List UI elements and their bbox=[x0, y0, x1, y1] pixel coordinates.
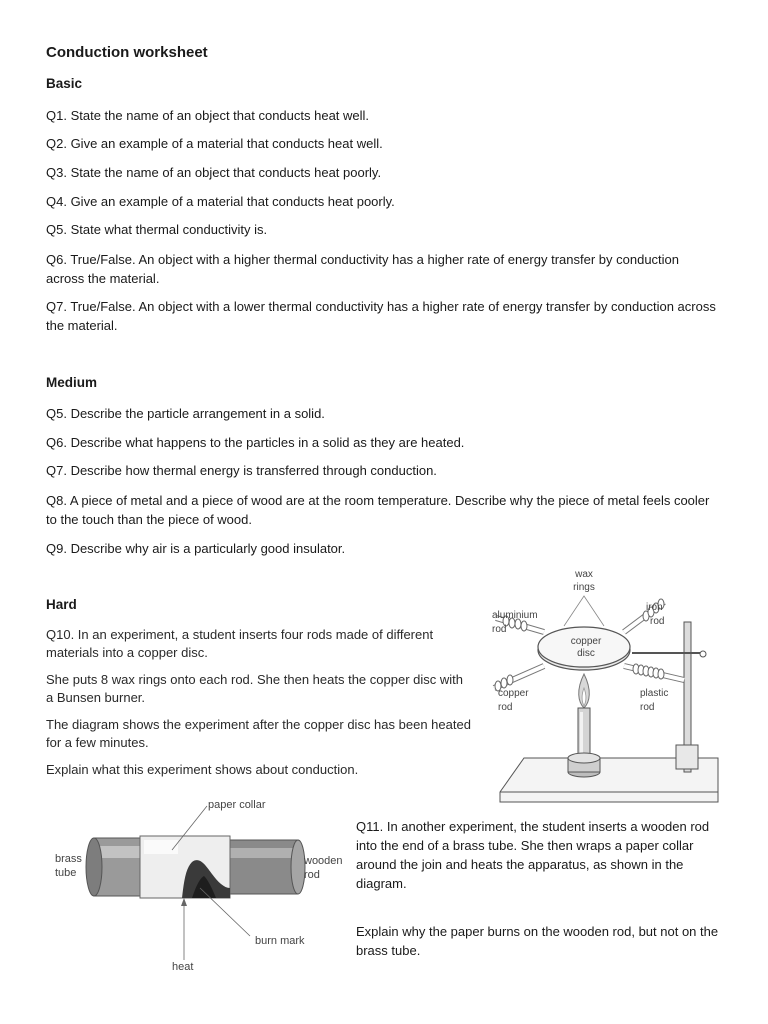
question-medium-7: Q7. Describe how thermal energy is transferred through conduction. bbox=[46, 463, 437, 478]
question-hard-10-task: Explain what this experiment shows about conduction. bbox=[46, 762, 359, 777]
label-plastic: plastic bbox=[640, 688, 669, 699]
label-wooden: wooden bbox=[304, 855, 343, 867]
question-basic-7: Q7. True/False. An object with a lower thermal conductivity has a higher rate of energy transfer by conduction across the material. bbox=[46, 299, 716, 333]
label-plastic-rod: rod bbox=[640, 702, 655, 713]
label-copper-rod-1: copper bbox=[498, 688, 529, 699]
label-brass: brass bbox=[55, 853, 82, 865]
question-hard-10-wax: She puts 8 wax rings onto each rod. She then heats the copper disc with a Bunsen burner. bbox=[46, 672, 463, 705]
question-medium-9: Q9. Describe why air is a particularly good insulator. bbox=[46, 541, 346, 556]
question-basic-3: Q3. State the name of an object that conducts heat poorly. bbox=[46, 165, 382, 180]
question-hard-11-intro: Q11. In another experiment, the student inserts a wooden rod into the end of a brass tube. She then wraps a paper collar around the join and heats the apparatus, as shown in the diagram. bbox=[356, 819, 710, 891]
question-medium-6: Q6. Describe what happens to the particles in a solid as they are heated. bbox=[46, 435, 465, 450]
label-wax: wax bbox=[575, 569, 593, 580]
question-basic-2: Q2. Give an example of a material that conducts heat well. bbox=[46, 136, 383, 151]
question-basic-5: Q5. State what thermal conductivity is. bbox=[46, 222, 268, 237]
label-copper-rod-2: rod bbox=[498, 702, 513, 713]
question-medium-8: Q8. A piece of metal and a piece of wood are at the room temperature. Describe why the piece of metal feels cooler to the touch than the piece of wood. bbox=[46, 493, 710, 527]
label-rings: rings bbox=[573, 582, 595, 593]
label-copper-disc-2: disc bbox=[577, 648, 595, 659]
question-basic-4: Q4. Give an example of a material that conducts heat poorly. bbox=[46, 194, 395, 209]
section-heading-hard: Hard bbox=[46, 597, 77, 612]
label-iron: iron bbox=[646, 602, 663, 613]
question-hard-10-diagram-note: The diagram shows the experiment after the copper disc has been heated for a few minutes. bbox=[46, 717, 471, 750]
brass-tube-diagram bbox=[50, 792, 350, 978]
bunsen-burner-tube bbox=[578, 708, 590, 758]
label-heat: heat bbox=[172, 961, 194, 973]
stand-foot bbox=[676, 745, 698, 769]
label-iron-rod: rod bbox=[650, 616, 665, 627]
label-aluminium-rod: rod bbox=[492, 624, 507, 635]
section-heading-medium: Medium bbox=[46, 375, 98, 390]
label-paper-collar: paper collar bbox=[208, 799, 266, 811]
label-tube: tube bbox=[55, 867, 77, 879]
heat-arrow bbox=[181, 898, 187, 906]
question-medium-5: Q5. Describe the particle arrangement in a solid. bbox=[46, 406, 325, 421]
page-title: Conduction worksheet bbox=[46, 44, 208, 61]
label-copper-disc-1: copper bbox=[570, 636, 602, 647]
copper-disc-experiment-diagram bbox=[484, 562, 724, 810]
clamp-screw bbox=[700, 651, 706, 657]
question-hard-10-intro: Q10. In an experiment, a student inserts four rods made of different materials into a copper disc. bbox=[46, 627, 434, 660]
question-basic-1: Q1. State the name of an object that conducts heat well. bbox=[46, 108, 370, 123]
question-basic-6: Q6. True/False. An object with a higher thermal conductivity has a higher rate of energy transfer by conduction across the material. bbox=[46, 252, 680, 286]
label-wooden-rod: rod bbox=[304, 869, 320, 881]
label-aluminium: aluminium bbox=[492, 610, 538, 621]
question-hard-11-task: Explain why the paper burns on the wooden rod, but not on the brass tube. bbox=[356, 924, 719, 958]
label-burn-mark: burn mark bbox=[255, 935, 305, 947]
section-heading-basic: Basic bbox=[46, 76, 83, 91]
